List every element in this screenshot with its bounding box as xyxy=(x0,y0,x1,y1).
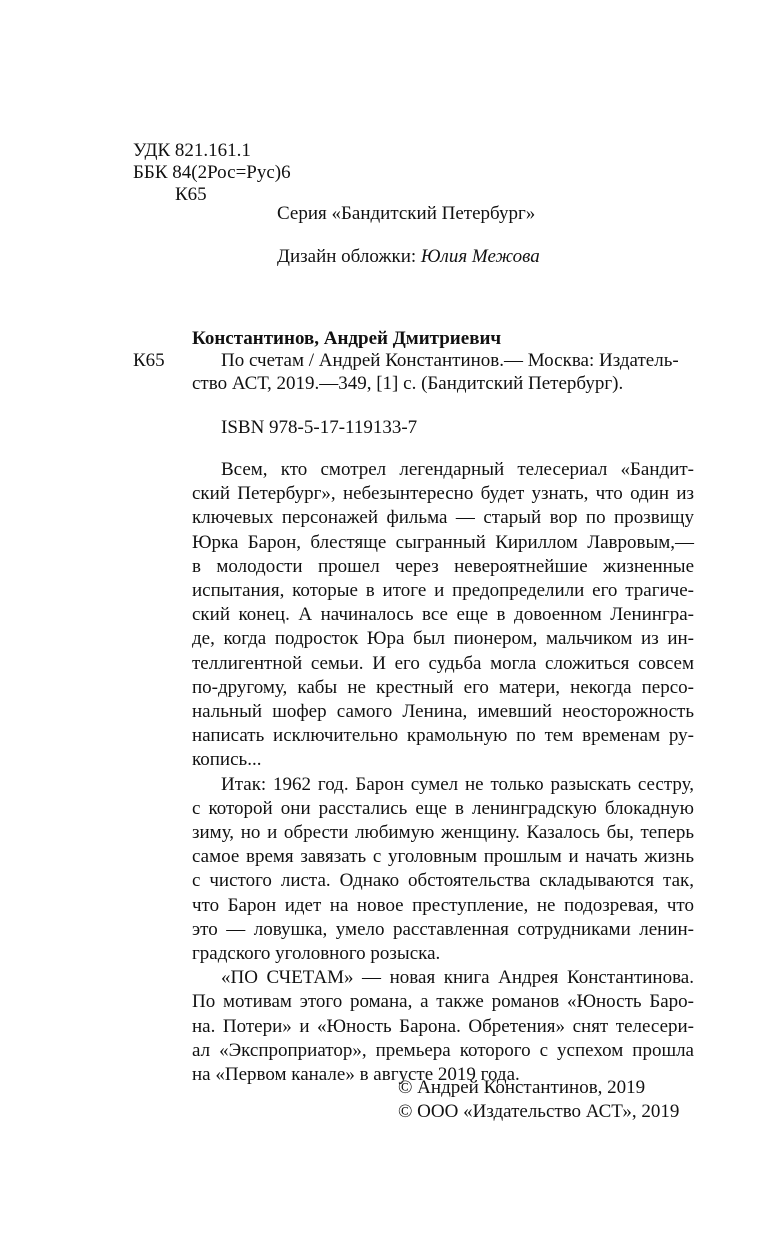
annotation-paragraph-2 xyxy=(192,773,694,967)
bibliographic-line-1: По счетам / Андрей Константинов.— Москва: Издатель- xyxy=(221,350,679,371)
author-mark-top: К65 xyxy=(175,184,207,205)
annotation-line: на «Первом канале» в августе 2019 года. xyxy=(192,1064,520,1086)
annotation-line: на. Потери» и «Юность Барона. Обретения» снят телесери- xyxy=(192,1015,694,1037)
author-heading: Константинов, Андрей Дмитриевич xyxy=(192,328,502,349)
copyright-publisher: © ООО «Издательство АСТ», 2019 xyxy=(398,1101,680,1122)
annotation-line: это — ловушка, умело расставленная сотрудниками ленин- xyxy=(192,918,694,940)
annotation-line: по-другому, кабы не крестный его матери, некогда персо- xyxy=(192,676,694,698)
annotation-line: нальный шофер самого Ленина, имевший неосторожность xyxy=(192,701,694,723)
annotation-line: Юрка Барон, блестяще сыгранный Кириллом Лавровым,— xyxy=(192,531,694,553)
annotation-line: в молодости прошел через невероятнейшие жизненные xyxy=(192,555,694,577)
annotation-paragraph-1 xyxy=(192,458,694,773)
annotation-line: теллигентной семьи. И его судьба могла сложиться совсем xyxy=(192,652,694,674)
annotation-line: зиму, но и обрести любимую женщину. Казалось бы, теперь xyxy=(192,822,694,844)
annotation-line: «ПО СЧЕТАМ» — новая книга Андрея Константинова. xyxy=(221,967,694,989)
annotation-line: ский конец. А начиналось все еще в довоенном Ленингра- xyxy=(192,604,694,626)
annotation xyxy=(192,458,694,1087)
annotation-line: де, когда подросток Юра был пионером, мальчиком из ин- xyxy=(192,628,694,650)
author-mark-side: К65 xyxy=(133,350,165,371)
cover-design-label: Дизайн обложки: xyxy=(277,246,421,267)
cover-design-line xyxy=(277,246,540,268)
udk-code: УДК 821.161.1 xyxy=(133,140,251,161)
annotation-paragraph-3 xyxy=(192,966,694,1087)
annotation-line: что Барон идет на новое преступление, не подозревая, что xyxy=(192,894,694,916)
series-line: Серия «Бандитский Петербург» xyxy=(277,203,536,224)
annotation-line: испытания, которые в итоге и предопределили его трагиче- xyxy=(192,580,694,602)
annotation-line: ский Петербург», небезынтересно будет узнать, что один из xyxy=(192,483,694,505)
annotation-line: с которой они расстались еще в ленинградскую блокадную xyxy=(192,797,694,819)
isbn: ISBN 978-5-17-119133-7 xyxy=(221,417,418,438)
annotation-line: ключевых персонажей фильма — старый вор по прозвищу xyxy=(192,507,694,529)
annotation-line: копись... xyxy=(192,749,262,771)
annotation-line: ал «Экспроприатор», премьера которого с успехом прошла xyxy=(192,1039,694,1061)
annotation-line: самое время завязать с уголовным прошлым и начать жизнь xyxy=(192,846,694,868)
annotation-line: По мотивам этого романа, а также романов «Юность Баро- xyxy=(192,991,694,1013)
annotation-line: с чистого листа. Однако обстоятельства складываются так, xyxy=(192,870,694,892)
cover-designer-name: Юлия Межова xyxy=(420,246,540,267)
annotation-line: Всем, кто смотрел легендарный телесериал «Бандит- xyxy=(221,459,694,480)
bbk-code: ББК 84(2Рос=Рус)6 xyxy=(133,162,291,183)
annotation-line: написать исключительно крамольную по тем временам ру- xyxy=(192,725,694,747)
copyright-author: © Андрей Константинов, 2019 xyxy=(398,1077,646,1098)
annotation-line: градского уголовного розыска. xyxy=(192,943,441,965)
annotation-line: Итак: 1962 год. Барон сумел не только разыскать сестру, xyxy=(221,773,694,795)
bibliographic-line-2: ство АСТ, 2019.—349, [1] с. (Бандитский Петербург). xyxy=(192,373,624,394)
